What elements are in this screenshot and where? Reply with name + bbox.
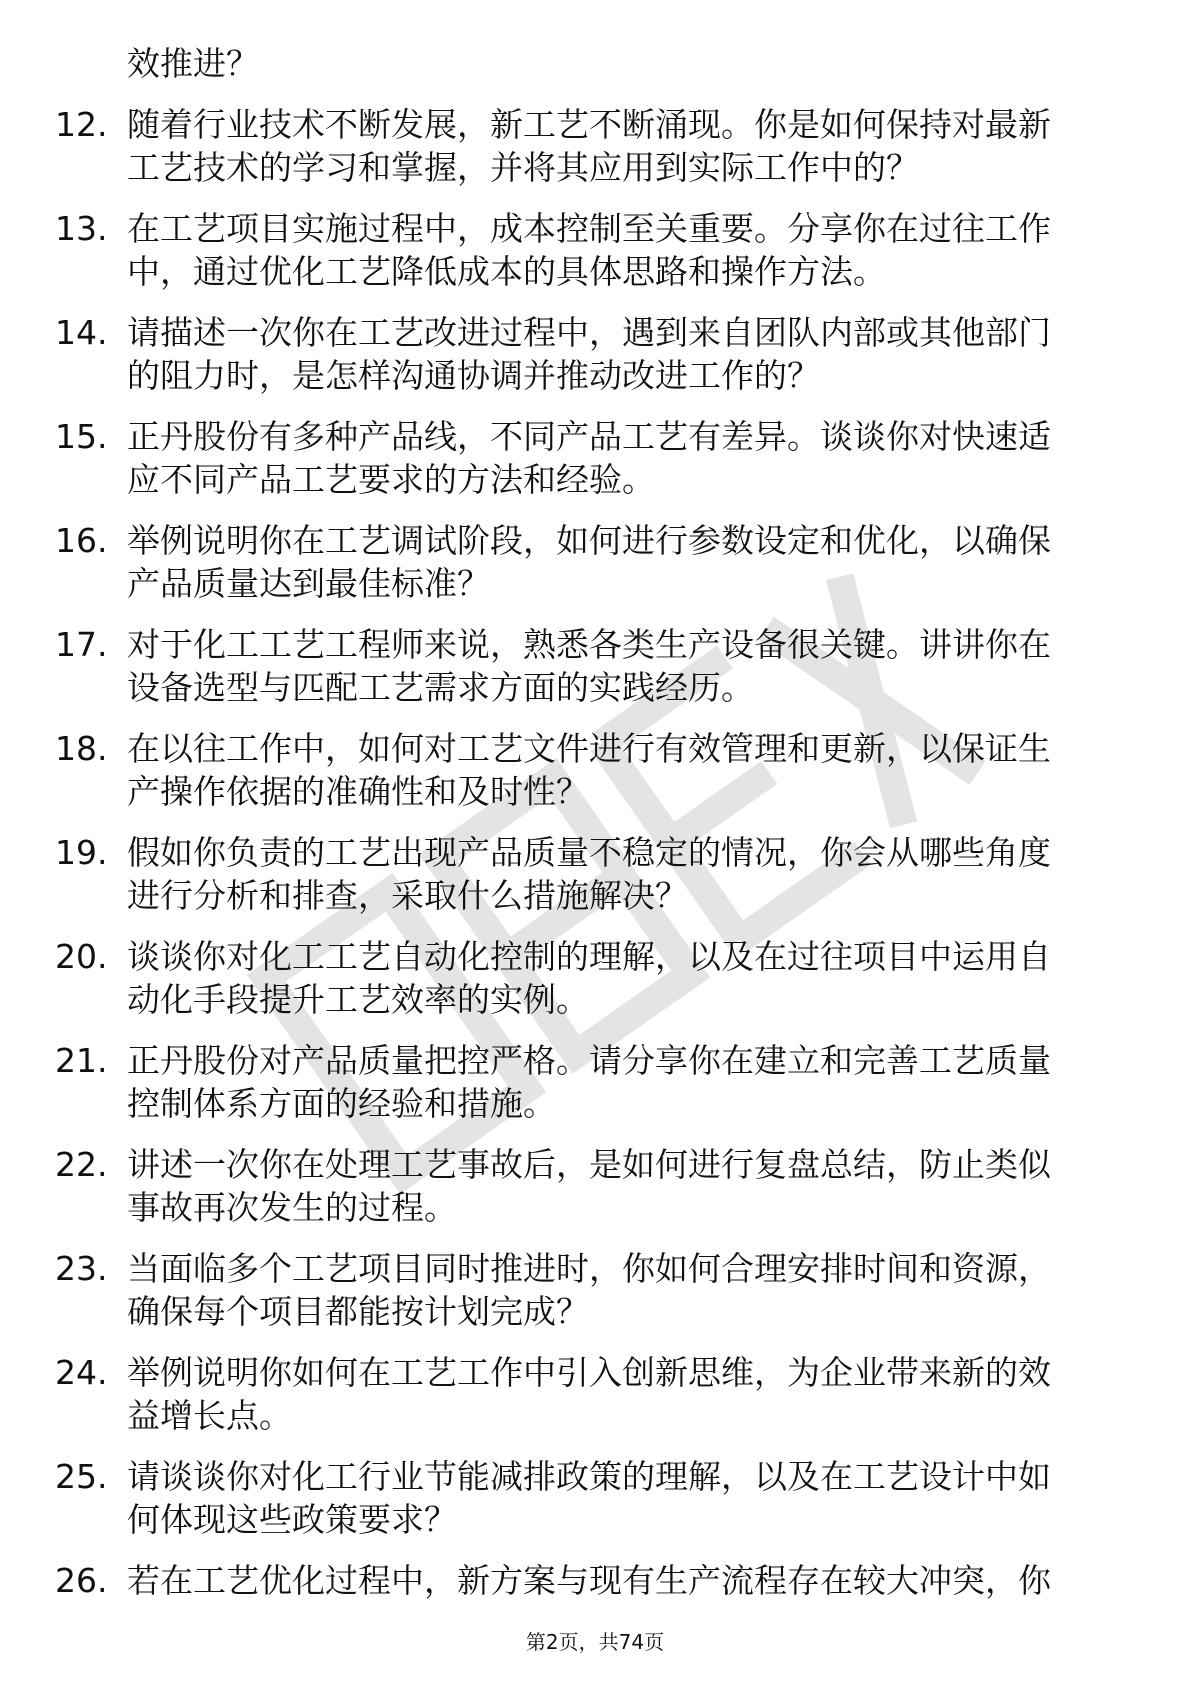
question-number: 12. [55,104,108,144]
question-item [0,623,1190,710]
question-text-line: 设备选型与匹配工艺需求方面的实践经历。 [127,668,754,707]
question-item [0,103,1190,190]
question-text-line: 18. 在以往工作中，如何对工艺文件进行有效管理和更新，以保证生 [0,727,1190,771]
question-number: 22. [55,1144,108,1184]
question-number: 21. [55,1040,108,1080]
question-text-line: 20. 谈谈你对化工工艺自动化控制的理解，以及在过往项目中运用自 [0,935,1190,979]
question-item [0,1039,1190,1126]
question-text-line: 动化手段提升工艺效率的实例。 [127,980,589,1019]
question-item [0,1559,1190,1603]
question-text-line: 23. 当面临多个工艺项目同时推进时，你如何合理安排时间和资源， [0,1247,1190,1291]
question-item [0,415,1190,502]
question-number: 25. [55,1456,108,1496]
question-number: 14. [55,312,108,352]
question-text-line: 17. 对于化工工艺工程师来说，熟悉各类生产设备很关键。讲讲你在 [0,623,1190,667]
question-text-line: 25. 请谈谈你对化工行业节能减排政策的理解，以及在工艺设计中如 [0,1455,1190,1499]
question-text-line: 应不同产品工艺要求的方法和经验。 [127,460,655,499]
question-text-line: 事故再次发生的过程。 [127,1188,457,1227]
continuation-text [0,42,1190,86]
question-text-line: 确保每个项目都能按计划完成？ [127,1292,589,1331]
question-text-line: 13. 在工艺项目实施过程中，成本控制至关重要。分享你在过往工作 [0,207,1190,251]
question-text-line: 工艺技术的学习和掌握，并将其应用到实际工作中的？ [127,148,919,187]
question-text-line: 益增长点。 [127,1396,292,1435]
question-item [0,935,1190,1022]
question-text-line: 进行分析和排查，采取什么措施解决？ [127,876,688,915]
question-text-line: 的阻力时，是怎样沟通协调并推动改进工作的？ [127,356,820,395]
question-text-line: 21. 正丹股份对产品质量把控严格。请分享你在建立和完善工艺质量 [0,1039,1190,1083]
question-number: 26. [55,1560,108,1600]
question-item [0,831,1190,918]
question-text-line: 14. 请描述一次你在工艺改进过程中，遇到来自团队内部或其他部门 [0,311,1190,355]
questions-container [0,103,1190,1603]
question-item [0,311,1190,398]
question-list [0,42,1190,1602]
question-text-line: 19. 假如你负责的工艺出现产品质量不稳定的情况，你会从哪些角度 [0,831,1190,875]
question-number: 13. [55,208,108,248]
question-text-line: 产品质量达到最佳标准？ [127,564,490,603]
question-number: 16. [55,520,108,560]
question-number: 24. [55,1352,108,1392]
question-text-line: 12. 随着行业技术不断发展，新工艺不断涌现。你是如何保持对最新 [0,103,1190,147]
question-item [0,727,1190,814]
question-number: 18. [55,728,108,768]
question-text-line: 26. 若在工艺优化过程中，新方案与现有生产流程存在较大冲突，你 [0,1559,1190,1603]
question-text-line: 何体现这些政策要求？ [127,1500,457,1539]
question-number: 15. [55,416,108,456]
page-footer: 第2页，共74页 [525,1630,665,1654]
question-number: 23. [55,1248,108,1288]
question-text-line: 24. 举例说明你如何在工艺工作中引入创新思维，为企业带来新的效 [0,1351,1190,1395]
question-item [0,519,1190,606]
text-line: 效推进？ [127,44,259,83]
question-text-line: 控制体系方面的经验和措施。 [127,1084,556,1123]
question-item [0,1351,1190,1438]
question-text-line: 16. 举例说明你在工艺调试阶段，如何进行参数设定和优化，以确保 [0,519,1190,563]
question-item [0,1143,1190,1230]
question-text-line: 22. 讲述一次你在处理工艺事故后，是如何进行复盘总结，防止类似 [0,1143,1190,1187]
question-text-line: 15. 正丹股份有多种产品线，不同产品工艺有差异。谈谈你对快速适 [0,415,1190,459]
question-number: 20. [55,936,108,976]
question-text-line: 中，通过优化工艺降低成本的具体思路和操作方法。 [127,252,886,291]
question-number: 17. [55,624,108,664]
question-item [0,1247,1190,1334]
question-text-line: 产操作依据的准确性和及时性？ [127,772,589,811]
question-number: 19. [55,832,108,872]
question-item [0,1455,1190,1542]
question-item [0,207,1190,294]
